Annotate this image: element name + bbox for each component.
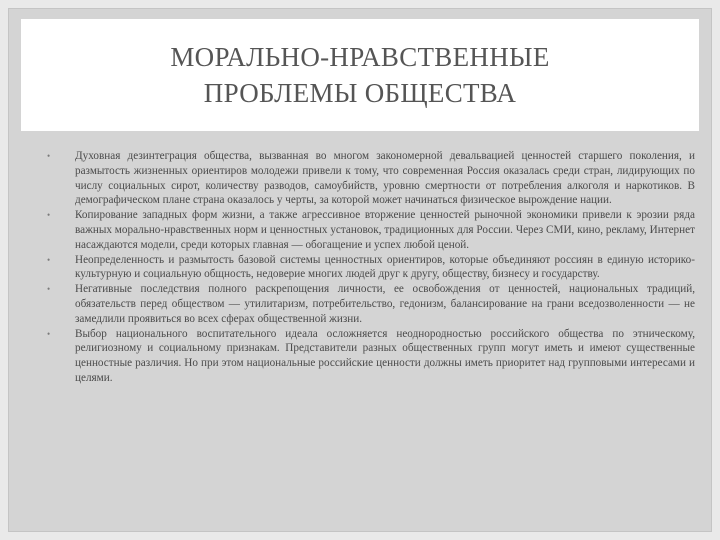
bullet-text: Выбор национального воспитательного идеала осложняется неоднородностью российского общества по этническому, религиозному и социальному признакам. Представители разных общественных групп могут иметь и имеют существенные ценностные различия. Но при этом национальные российские ценности должны иметь приоритет над групповыми интересами и целями. (75, 327, 695, 384)
bullet-item (23, 149, 695, 208)
slide-title-line-1: МОРАЛЬНО-НРАВСТВЕННЫЕ (170, 42, 550, 72)
bullet-dot-icon: • (47, 284, 51, 295)
bullet-text: Духовная дезинтеграция общества, вызванная во многом закономерной девальвацией ценностей старшего поколения, и размытость жизненных ориентиров молодежи привели к тому, что современная Россия оказалась среди стран, лидирующих по числу социальных сирот, количеству разводов, самоубийств, уровню смертности от потребления алкоголя и наркотиков. В демографическом плане страна оказалось у черты, за которой может начинаться физическое вырождение нации. (75, 150, 695, 207)
bullet-dot-icon: • (47, 254, 51, 265)
bullet-text: Неопределенность и размытость базовой системы ценностных ориентиров, которые объединяют россиян в единую историко-культурную и социальную общность, недоверие многих людей друг к другу, обществу, бизнесу и государству. (75, 253, 695, 281)
bullet-item (23, 253, 695, 283)
bullet-text: Копирование западных форм жизни, а также агрессивное вторжение ценностей рыночной экономики привели к эрозии ряда важных морально-нравственных норм и ценностных установок, традиционных для России. Через СМИ, кино, рекламу, Интернет насаждаются модели, среди которых главная — обогащение и успех любой ценой. (75, 209, 695, 251)
bullet-item (23, 208, 695, 252)
bullet-text: Негативные последствия полного раскрепощения личности, ее освобождения от ценностей, национальных традиций, обязательств перед обществом — утилитаризм, потребительство, гедонизм, балансирование на грани вседозволенности — не замедлили проявиться во всех сферах общественной жизни. (75, 283, 695, 325)
bullet-dot-icon: • (47, 328, 51, 339)
bullet-item (23, 327, 695, 386)
bullet-list (23, 149, 695, 386)
bullet-item (23, 282, 695, 326)
bullet-dot-icon: • (47, 210, 51, 221)
slide (8, 8, 712, 532)
slide-title (170, 39, 549, 111)
bullet-dot-icon: • (47, 151, 51, 161)
title-band (21, 19, 699, 131)
slide-title-line-2: ПРОБЛЕМЫ ОБЩЕСТВА (203, 78, 517, 108)
